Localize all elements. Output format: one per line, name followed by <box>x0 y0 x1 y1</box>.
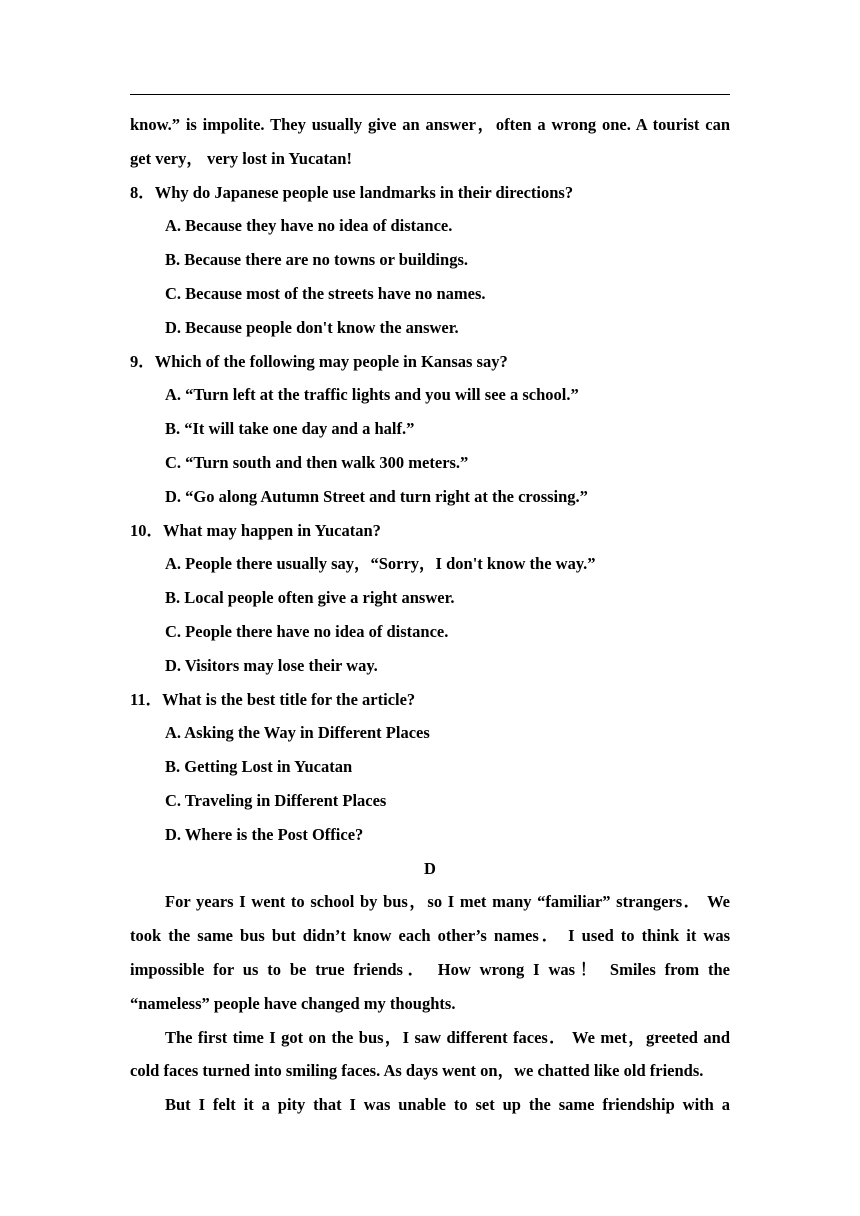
option-b: B. Local people often give a right answer. <box>165 588 455 608</box>
passage-line: But I felt it a pity that I was unable to set up the same friendship with a <box>165 1095 730 1115</box>
passage-line: For years I went to school by bus，so I met many “familiar” strangers． We <box>165 892 730 912</box>
option-a: A. Because they have no idea of distance. <box>165 216 453 236</box>
option-a: A. Asking the Way in Different Places <box>165 723 430 743</box>
section-heading: D <box>424 858 436 878</box>
document-content <box>130 108 730 1122</box>
passage-line: The first time I got on the bus，I saw different faces． We met，greeted and <box>165 1027 730 1047</box>
passage-line: took the same bus but didn’t know each other’s names． I used to think it was <box>130 926 730 946</box>
option-c: C. “Turn south and then walk 300 meters.” <box>165 452 469 472</box>
passage-d <box>130 885 730 1122</box>
header-rule <box>130 94 730 95</box>
option-d: D. Because people don't know the answer. <box>165 317 459 337</box>
option-d: D. Visitors may lose their way. <box>165 655 378 675</box>
option-c: C. Because most of the streets have no names. <box>165 283 486 303</box>
option-d: D. “Go along Autumn Street and turn right at the crossing.” <box>165 486 588 506</box>
option-b: B. Because there are no towns or buildings. <box>165 250 468 270</box>
option-c: C. Traveling in Different Places <box>165 790 387 810</box>
passage-line: impossible for us to be true friends． How wrong I was！ Smiles from the <box>130 959 730 979</box>
top-paragraph-line: know.” is impolite. They usually give an answer，often a wrong one. A tourist can <box>130 115 730 134</box>
question-stem: 8．Why do Japanese people use landmarks in their directions? <box>130 182 574 202</box>
question-stem: 11．What is the best title for the article? <box>130 689 416 709</box>
passage-line: “nameless” people have changed my thoughts. <box>130 993 456 1013</box>
question-8 <box>130 176 730 345</box>
option-a: A. “Turn left at the traffic lights and you will see a school.” <box>165 385 579 405</box>
option-c: C. People there have no idea of distance. <box>165 621 449 641</box>
option-b: B. “It will take one day and a half.” <box>165 419 415 439</box>
top-paragraph-line: get very， very lost in Yucatan! <box>130 148 352 168</box>
option-d: D. Where is the Post Office? <box>165 824 364 844</box>
question-stem: 9．Which of the following may people in Kansas say? <box>130 351 508 371</box>
question-9 <box>130 345 730 514</box>
option-a: A. People there usually say，“Sorry，I don't know the way.” <box>165 554 596 574</box>
question-stem: 10．What may happen in Yucatan? <box>130 520 381 540</box>
passage-line: cold faces turned into smiling faces. As days went on，we chatted like old friends. <box>130 1061 704 1081</box>
option-b: B. Getting Lost in Yucatan <box>165 757 353 777</box>
question-11 <box>130 683 730 852</box>
question-10 <box>130 514 730 683</box>
